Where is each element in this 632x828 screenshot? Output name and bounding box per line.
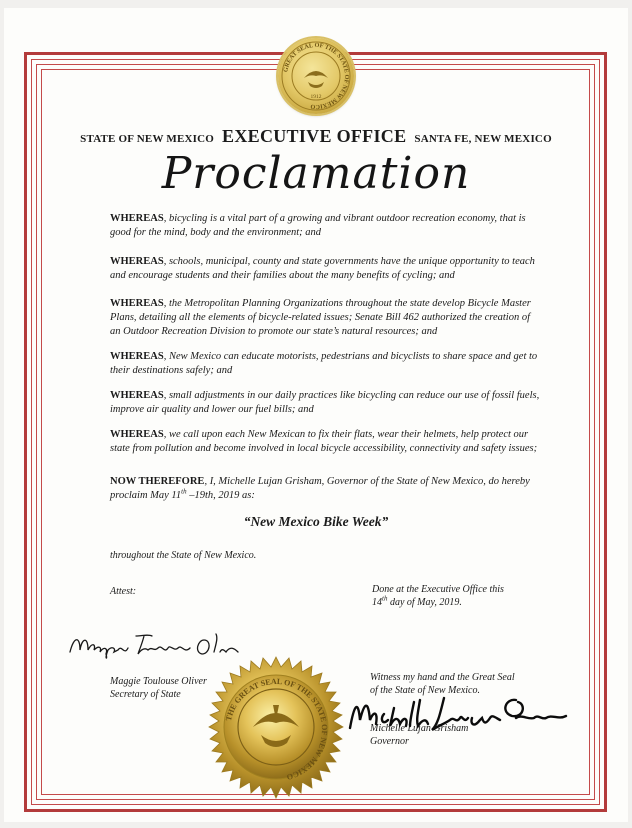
throughout-line: throughout the State of New Mexico. — [110, 550, 257, 561]
whereas-paragraph: WHEREAS, schools, municipal, county and state governments have the unique opportunity to teach and encourage students and their families about the many benefits of cycling; and — [110, 256, 535, 281]
document-title: Proclamation — [161, 148, 471, 199]
whereas-paragraph: WHEREAS, we call upon each New Mexican to fix their flats, wear their helmets, help protect our state from pollution and become involved in local bicycle accessibility, connectivity and safety issues; — [110, 429, 538, 454]
svg-text:1912: 1912 — [310, 94, 322, 100]
state-seal-top — [278, 38, 354, 114]
svg-text:GREAT SEAL OF THE STATE OF NEW: GREAT SEAL OF THE STATE OF NEW MEXICO — [282, 41, 351, 111]
secretary-block — [110, 675, 207, 701]
now-therefore-paragraph: NOW THEREFORE, I, Michelle Lujan Grisham, Governor of the State of New Mexico, do hereby proclaim May 11th –19th, 2019 as: — [110, 476, 530, 501]
gold-seal-icon — [201, 655, 351, 805]
governor-title: Governor — [370, 736, 409, 747]
letterhead-office: EXECUTIVE OFFICE — [222, 126, 407, 146]
whereas-paragraph: WHEREAS, New Mexico can educate motorists, pedestrians and bicyclists to share space and get to their destinations safely; and — [110, 351, 538, 376]
svg-text:THE GREAT SEAL OF THE STATE OF: THE GREAT SEAL OF THE STATE OF NEW MEXICO — [223, 676, 330, 782]
done-at-block: Done at the Executive Office this 14th day of May, 2019. — [372, 584, 504, 608]
secretary-name: Maggie Toulouse Oliver — [110, 676, 207, 687]
whereas-paragraph: WHEREAS, bicycling is a vital part of a growing and vibrant outdoor recreation economy, that is good for the mind, body and the environment; and — [110, 213, 526, 238]
whereas-paragraph: WHEREAS, the Metropolitan Planning Organizations throughout the state develop Bicycle Master Plans, detailing all the elements of bicycle-related issues; Senate Bill 462 authorized the creation of an Outdoor Recreation Division to promote our state’s natural resources; and — [110, 298, 531, 337]
gold-foil-seal — [201, 655, 351, 805]
governor-name: Michelle Lujan Grisham — [370, 723, 469, 734]
attest-label: Attest: — [110, 586, 137, 597]
secretary-title: Secretary of State — [110, 689, 181, 700]
whereas-paragraph: WHEREAS, small adjustments in our daily practices like bicycling can reduce our use of fossil fuels, improve air quality and lower our fuel bills; and — [110, 390, 540, 415]
letterhead — [0, 126, 632, 147]
event-title: “New Mexico Bike Week” — [243, 514, 389, 529]
seal-emblem-icon — [278, 38, 354, 114]
governor-signature — [340, 684, 580, 744]
witness-block: Witness my hand and the Great Seal of the State of New Mexico. — [370, 672, 515, 696]
letterhead-state: STATE OF NEW MEXICO — [80, 133, 215, 145]
letterhead-city: SANTA FE, NEW MEXICO — [414, 133, 552, 145]
